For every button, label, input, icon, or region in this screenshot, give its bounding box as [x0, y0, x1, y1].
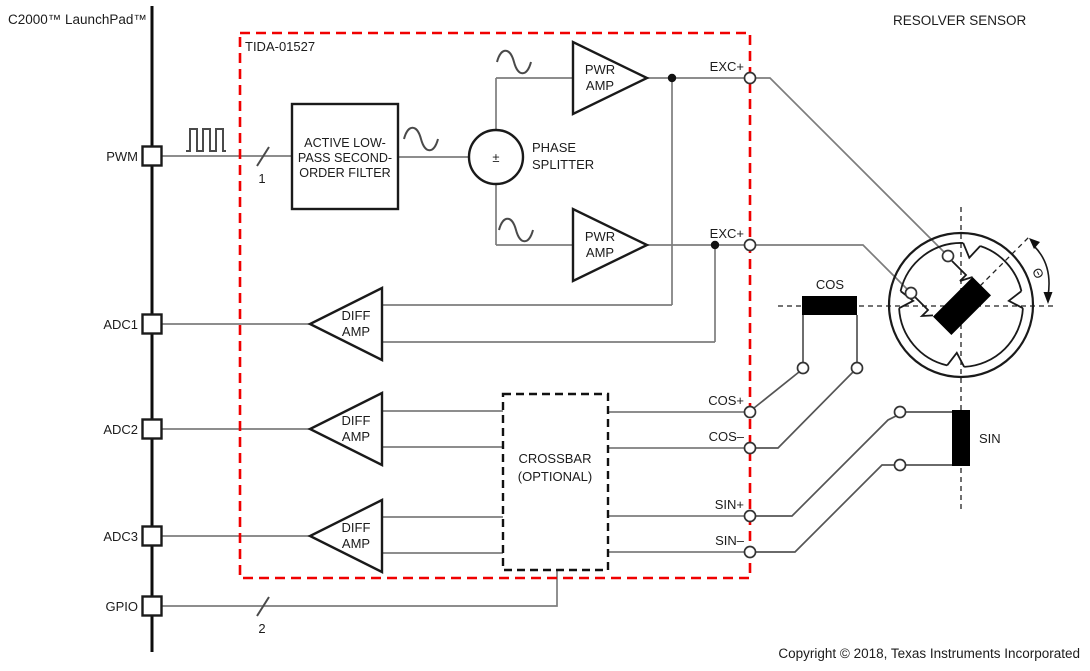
- svg-text:ACTIVE LOW-: ACTIVE LOW-: [304, 136, 386, 150]
- sin-terminal: [895, 460, 906, 471]
- resolver-sensor-title: RESOLVER SENSOR: [893, 13, 1027, 28]
- pin-label-adc1: ADC1: [103, 317, 138, 332]
- rotor-terminal: [943, 251, 954, 262]
- svg-text:AMP: AMP: [341, 536, 371, 551]
- sine-wave-icon: [497, 51, 531, 74]
- theta-symbol: Θ: [1029, 265, 1048, 282]
- rotor-terminal: [906, 288, 917, 299]
- svg-text:SPLITTER: SPLITTER: [532, 157, 595, 172]
- svg-text:AMP: AMP: [341, 429, 371, 444]
- filter-label: [298, 136, 392, 180]
- svg-text:AMP: AMP: [585, 78, 615, 93]
- tida-label: TIDA-01527: [245, 39, 316, 54]
- junction-dot: [711, 241, 719, 249]
- sine-wave-icon: [404, 128, 438, 151]
- pin-adc2: [143, 420, 162, 439]
- pin-label-pwm: PWM: [106, 149, 138, 164]
- pin-pwm: [143, 147, 162, 166]
- svg-text:PHASE: PHASE: [532, 140, 577, 155]
- svg-text:PWR: PWR: [584, 229, 616, 244]
- signal-sin-minus: SIN–: [715, 533, 744, 548]
- junction-dot: [668, 74, 676, 82]
- cos-terminal: [798, 363, 809, 374]
- signal-sin-plus: SIN+: [714, 497, 744, 512]
- board-title: C2000™ LaunchPad™: [8, 12, 147, 27]
- bus-width-pwm: 1: [258, 171, 266, 186]
- svg-text:DIFF: DIFF: [341, 413, 371, 428]
- pwr-amp-top-label: [585, 62, 615, 93]
- pin-label-adc3: ADC3: [103, 529, 138, 544]
- signal-cos-minus: COS–: [708, 429, 744, 444]
- svg-text:PWR: PWR: [584, 62, 616, 77]
- signal-cos-plus: COS+: [708, 393, 744, 408]
- phase-splitter-symbol: ±: [492, 150, 500, 165]
- svg-text:(OPTIONAL): (OPTIONAL): [517, 469, 593, 484]
- launchpad-bus: [143, 6, 162, 652]
- diff-amp-3-label: [342, 520, 371, 551]
- svg-text:ORDER FILTER: ORDER FILTER: [299, 166, 391, 180]
- cos-winding-label: COS: [815, 277, 845, 292]
- svg-text:AMP: AMP: [585, 245, 615, 260]
- copyright-text: Copyright © 2018, Texas Instruments Incorporated: [778, 646, 1080, 661]
- pin-label-adc2: ADC2: [103, 422, 138, 437]
- svg-text:DIFF: DIFF: [341, 520, 371, 535]
- diff-amp-1-label: [342, 308, 371, 339]
- cos-winding: [798, 296, 863, 374]
- pin-adc3: [143, 527, 162, 546]
- phase-splitter-label: [532, 140, 594, 172]
- signal-exc-top: EXC+: [709, 59, 744, 74]
- pwm-pulse-icon: [186, 129, 226, 151]
- pin-adc1: [143, 315, 162, 334]
- svg-text:CROSSBAR: CROSSBAR: [518, 451, 592, 466]
- pin-gpio: [143, 597, 162, 616]
- sin-winding-label: SIN: [979, 431, 1001, 446]
- bus-width-gpio: 2: [258, 621, 266, 636]
- svg-text:PASS SECOND-: PASS SECOND-: [297, 151, 393, 165]
- cos-terminal: [852, 363, 863, 374]
- pin-label-gpio: GPIO: [105, 599, 138, 614]
- sin-winding: [895, 407, 971, 471]
- sine-wave-icon: [499, 219, 533, 242]
- diff-amp-2-label: [342, 413, 371, 444]
- svg-text:DIFF: DIFF: [341, 308, 371, 323]
- signal-exc-bottom: EXC+: [709, 226, 744, 241]
- sin-terminal: [895, 407, 906, 418]
- svg-text:AMP: AMP: [341, 324, 371, 339]
- pwr-amp-bottom-label: [585, 229, 615, 260]
